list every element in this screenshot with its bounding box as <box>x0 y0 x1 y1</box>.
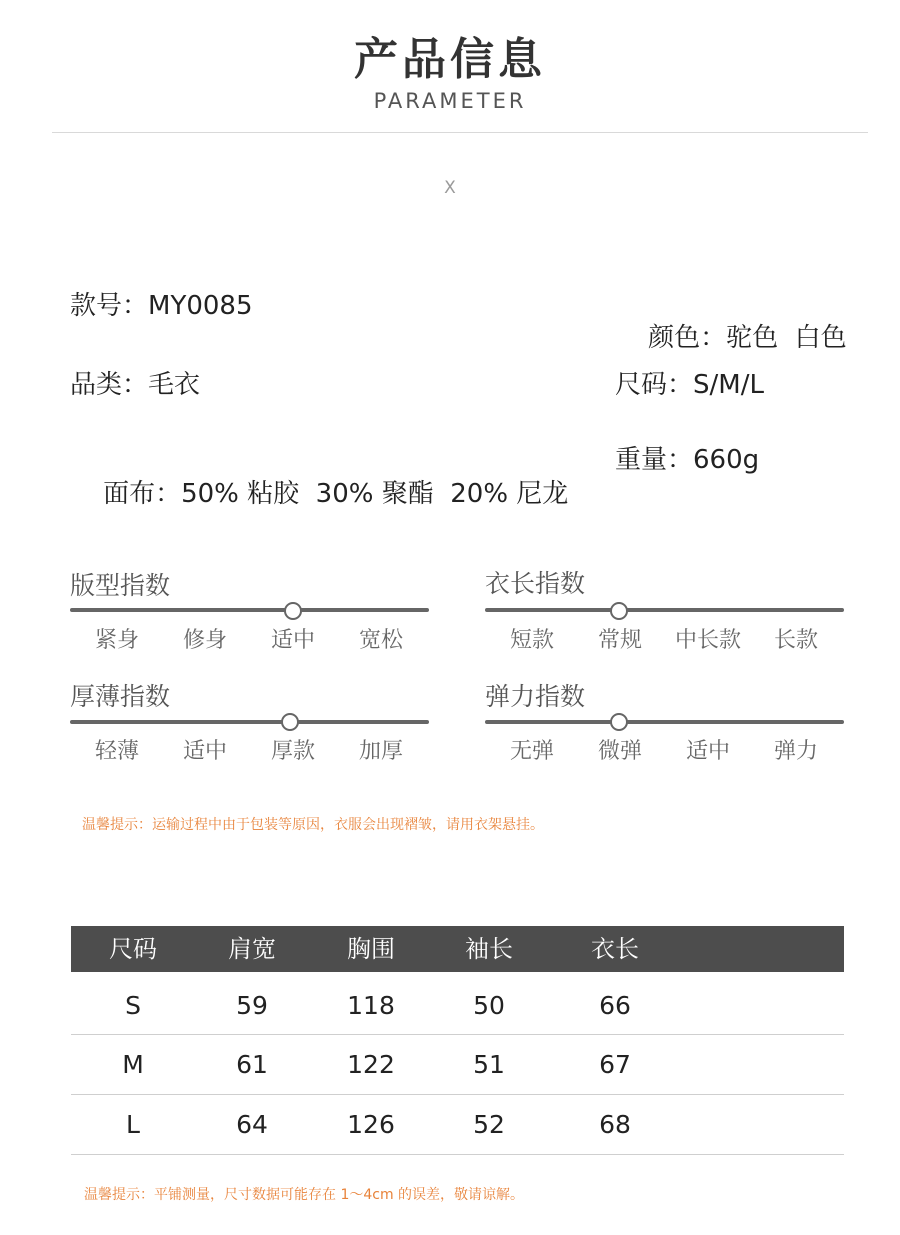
info-weight <box>615 444 759 476</box>
table-cell: 66 <box>599 991 631 1020</box>
table-cell: M <box>122 1050 144 1079</box>
info-value: MY0085 <box>148 291 253 321</box>
info-value: S/M/L <box>693 370 764 400</box>
info-label: 颜色： <box>648 323 727 353</box>
index-label: 长款 <box>773 628 818 653</box>
info-size <box>615 369 764 401</box>
info-category <box>70 369 200 401</box>
table-row <box>71 1035 844 1095</box>
index-label: 适中 <box>685 739 730 764</box>
info-label: 重量： <box>615 445 694 475</box>
index-title: 弹力指数 <box>485 682 586 711</box>
index-track <box>485 608 844 612</box>
index-label: 轻薄 <box>94 739 139 764</box>
table-cell: 68 <box>599 1110 631 1139</box>
index-label: 加厚 <box>358 739 403 764</box>
index-track <box>70 608 429 612</box>
table-cell: 118 <box>347 991 395 1020</box>
index-label: 弹力 <box>773 739 818 764</box>
info-label: 款号： <box>70 291 149 321</box>
index-label: 修身 <box>182 628 227 653</box>
table-cell: 51 <box>473 1050 505 1079</box>
size-table <box>71 926 844 1155</box>
column-header: 尺码 <box>109 935 157 963</box>
column-header: 袖长 <box>465 935 513 963</box>
index-title: 衣长指数 <box>485 569 586 598</box>
table-cell: 50 <box>473 991 505 1020</box>
index-knob <box>281 713 299 731</box>
index-label: 常规 <box>597 628 642 653</box>
table-cell: 59 <box>236 991 268 1020</box>
info-label: 品类： <box>70 370 149 400</box>
index-label: 中长款 <box>674 628 741 653</box>
info-label: 尺码： <box>615 370 694 400</box>
table-cell: 122 <box>347 1050 395 1079</box>
info-value: 驼色 白色 <box>726 323 847 353</box>
index-label: 适中 <box>182 739 227 764</box>
info-value: 660g <box>693 445 760 475</box>
info-value: 毛衣 <box>148 370 201 400</box>
index-knob <box>610 602 628 620</box>
index-label: 短款 <box>509 628 554 653</box>
info-label: 面布： <box>103 479 182 509</box>
info-style-number <box>70 290 253 322</box>
index-knob <box>284 602 302 620</box>
table-cell: 61 <box>236 1050 268 1079</box>
index-title: 厚薄指数 <box>70 682 171 711</box>
index-title: 版型指数 <box>70 571 171 600</box>
page-title: 产品信息 <box>354 34 546 85</box>
table-header <box>71 926 844 972</box>
header-divider <box>52 132 868 133</box>
index-label: 宽松 <box>358 628 403 653</box>
table-row <box>71 1095 844 1155</box>
info-value: 50% 粘胶 30% 聚酯 20% 尼龙 <box>181 479 569 509</box>
care-note: 温馨提示：运输过程中由于包装等原因，衣服会出现褶皱，请用衣架悬挂。 <box>82 817 544 833</box>
page-subtitle: PARAMETER <box>373 89 527 113</box>
index-label: 微弹 <box>597 739 642 764</box>
column-header: 肩宽 <box>228 935 276 963</box>
table-cell: 67 <box>599 1050 631 1079</box>
info-fabric <box>70 446 568 542</box>
index-label: 无弹 <box>509 739 554 764</box>
measure-note: 温馨提示：平铺测量，尺寸数据可能存在 1～4cm 的误差，敬请谅解。 <box>84 1187 525 1203</box>
index-track <box>485 720 844 724</box>
column-header: 胸围 <box>347 935 395 963</box>
table-row <box>71 972 844 1035</box>
table-cell: L <box>126 1110 140 1139</box>
table-cell: 126 <box>347 1110 395 1139</box>
table-cell: 64 <box>236 1110 268 1139</box>
index-label: 厚款 <box>270 739 315 764</box>
table-cell: 52 <box>473 1110 505 1139</box>
close-icon: X <box>444 178 456 198</box>
column-header: 衣长 <box>591 935 639 963</box>
index-knob <box>610 713 628 731</box>
table-cell: S <box>125 991 141 1020</box>
index-label: 紧身 <box>94 628 139 653</box>
index-label: 适中 <box>270 628 315 653</box>
index-track <box>70 720 429 724</box>
